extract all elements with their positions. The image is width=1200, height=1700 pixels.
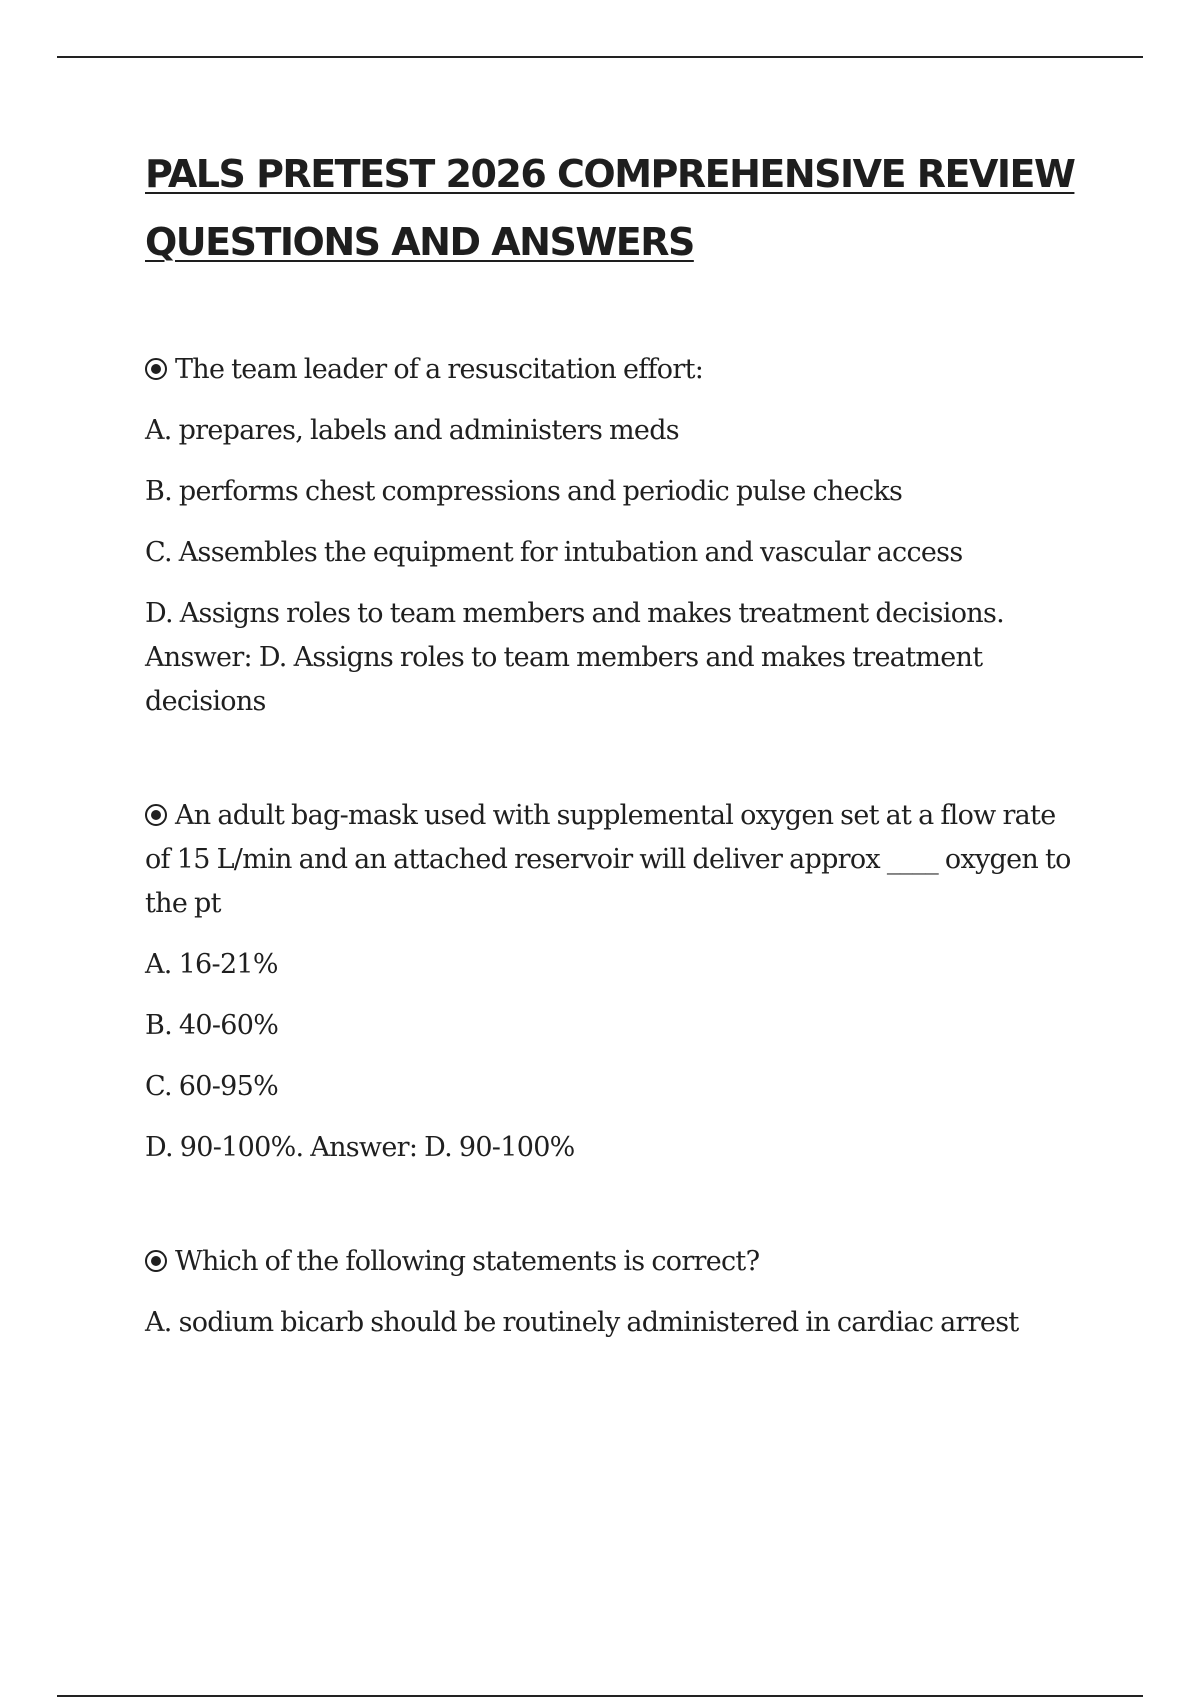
question-block-2 (145, 794, 1085, 1170)
radio-bullet-icon (145, 804, 167, 826)
question-2-option-c: C. 60-95% (145, 1071, 279, 1102)
question-2-text: An adult bag-mask used with supplemental oxygen set at a flow rate of 15 L/min and an attached reservoir will deliver approx ____ oxygen to the pt (145, 800, 1071, 919)
question-2-option-a: A. 16-21% (145, 949, 278, 980)
question-3-text: Which of the following statements is correct? (175, 1246, 760, 1277)
question-1-option-b: B. performs chest compressions and periodic pulse checks (145, 476, 903, 507)
radio-bullet-icon (145, 1250, 167, 1272)
bottom-rule (57, 1695, 1143, 1697)
question-block-1 (145, 348, 1085, 724)
question-list (145, 348, 1085, 1345)
question-3 (145, 1240, 1085, 1284)
question-1-option-d-answer: D. Assigns roles to team members and makes treatment decisions. Answer: D. Assigns roles to team members and makes treatment decisions (145, 598, 1005, 717)
question-1 (145, 348, 1085, 392)
question-2 (145, 794, 1085, 926)
question-3-option-a: A. sodium bicarb should be routinely administered in cardiac arrest (145, 1307, 1019, 1338)
question-1-text: The team leader of a resuscitation effort: (175, 354, 704, 385)
question-1-option-a: A. prepares, labels and administers meds (145, 415, 679, 446)
question-2-option-b: B. 40-60% (145, 1010, 279, 1041)
radio-bullet-icon (145, 358, 167, 380)
top-rule (57, 56, 1143, 58)
question-2-option-d-answer: D. 90-100%. Answer: D. 90-100% (145, 1132, 575, 1163)
question-block-3 (145, 1240, 1085, 1345)
document-page (145, 140, 1085, 1415)
document-title: PALS PRETEST 2026 COMPREHENSIVE REVIEW QUESTIONS AND ANSWERS (145, 152, 1075, 264)
question-1-option-c: C. Assembles the equipment for intubation and vascular access (145, 537, 963, 568)
